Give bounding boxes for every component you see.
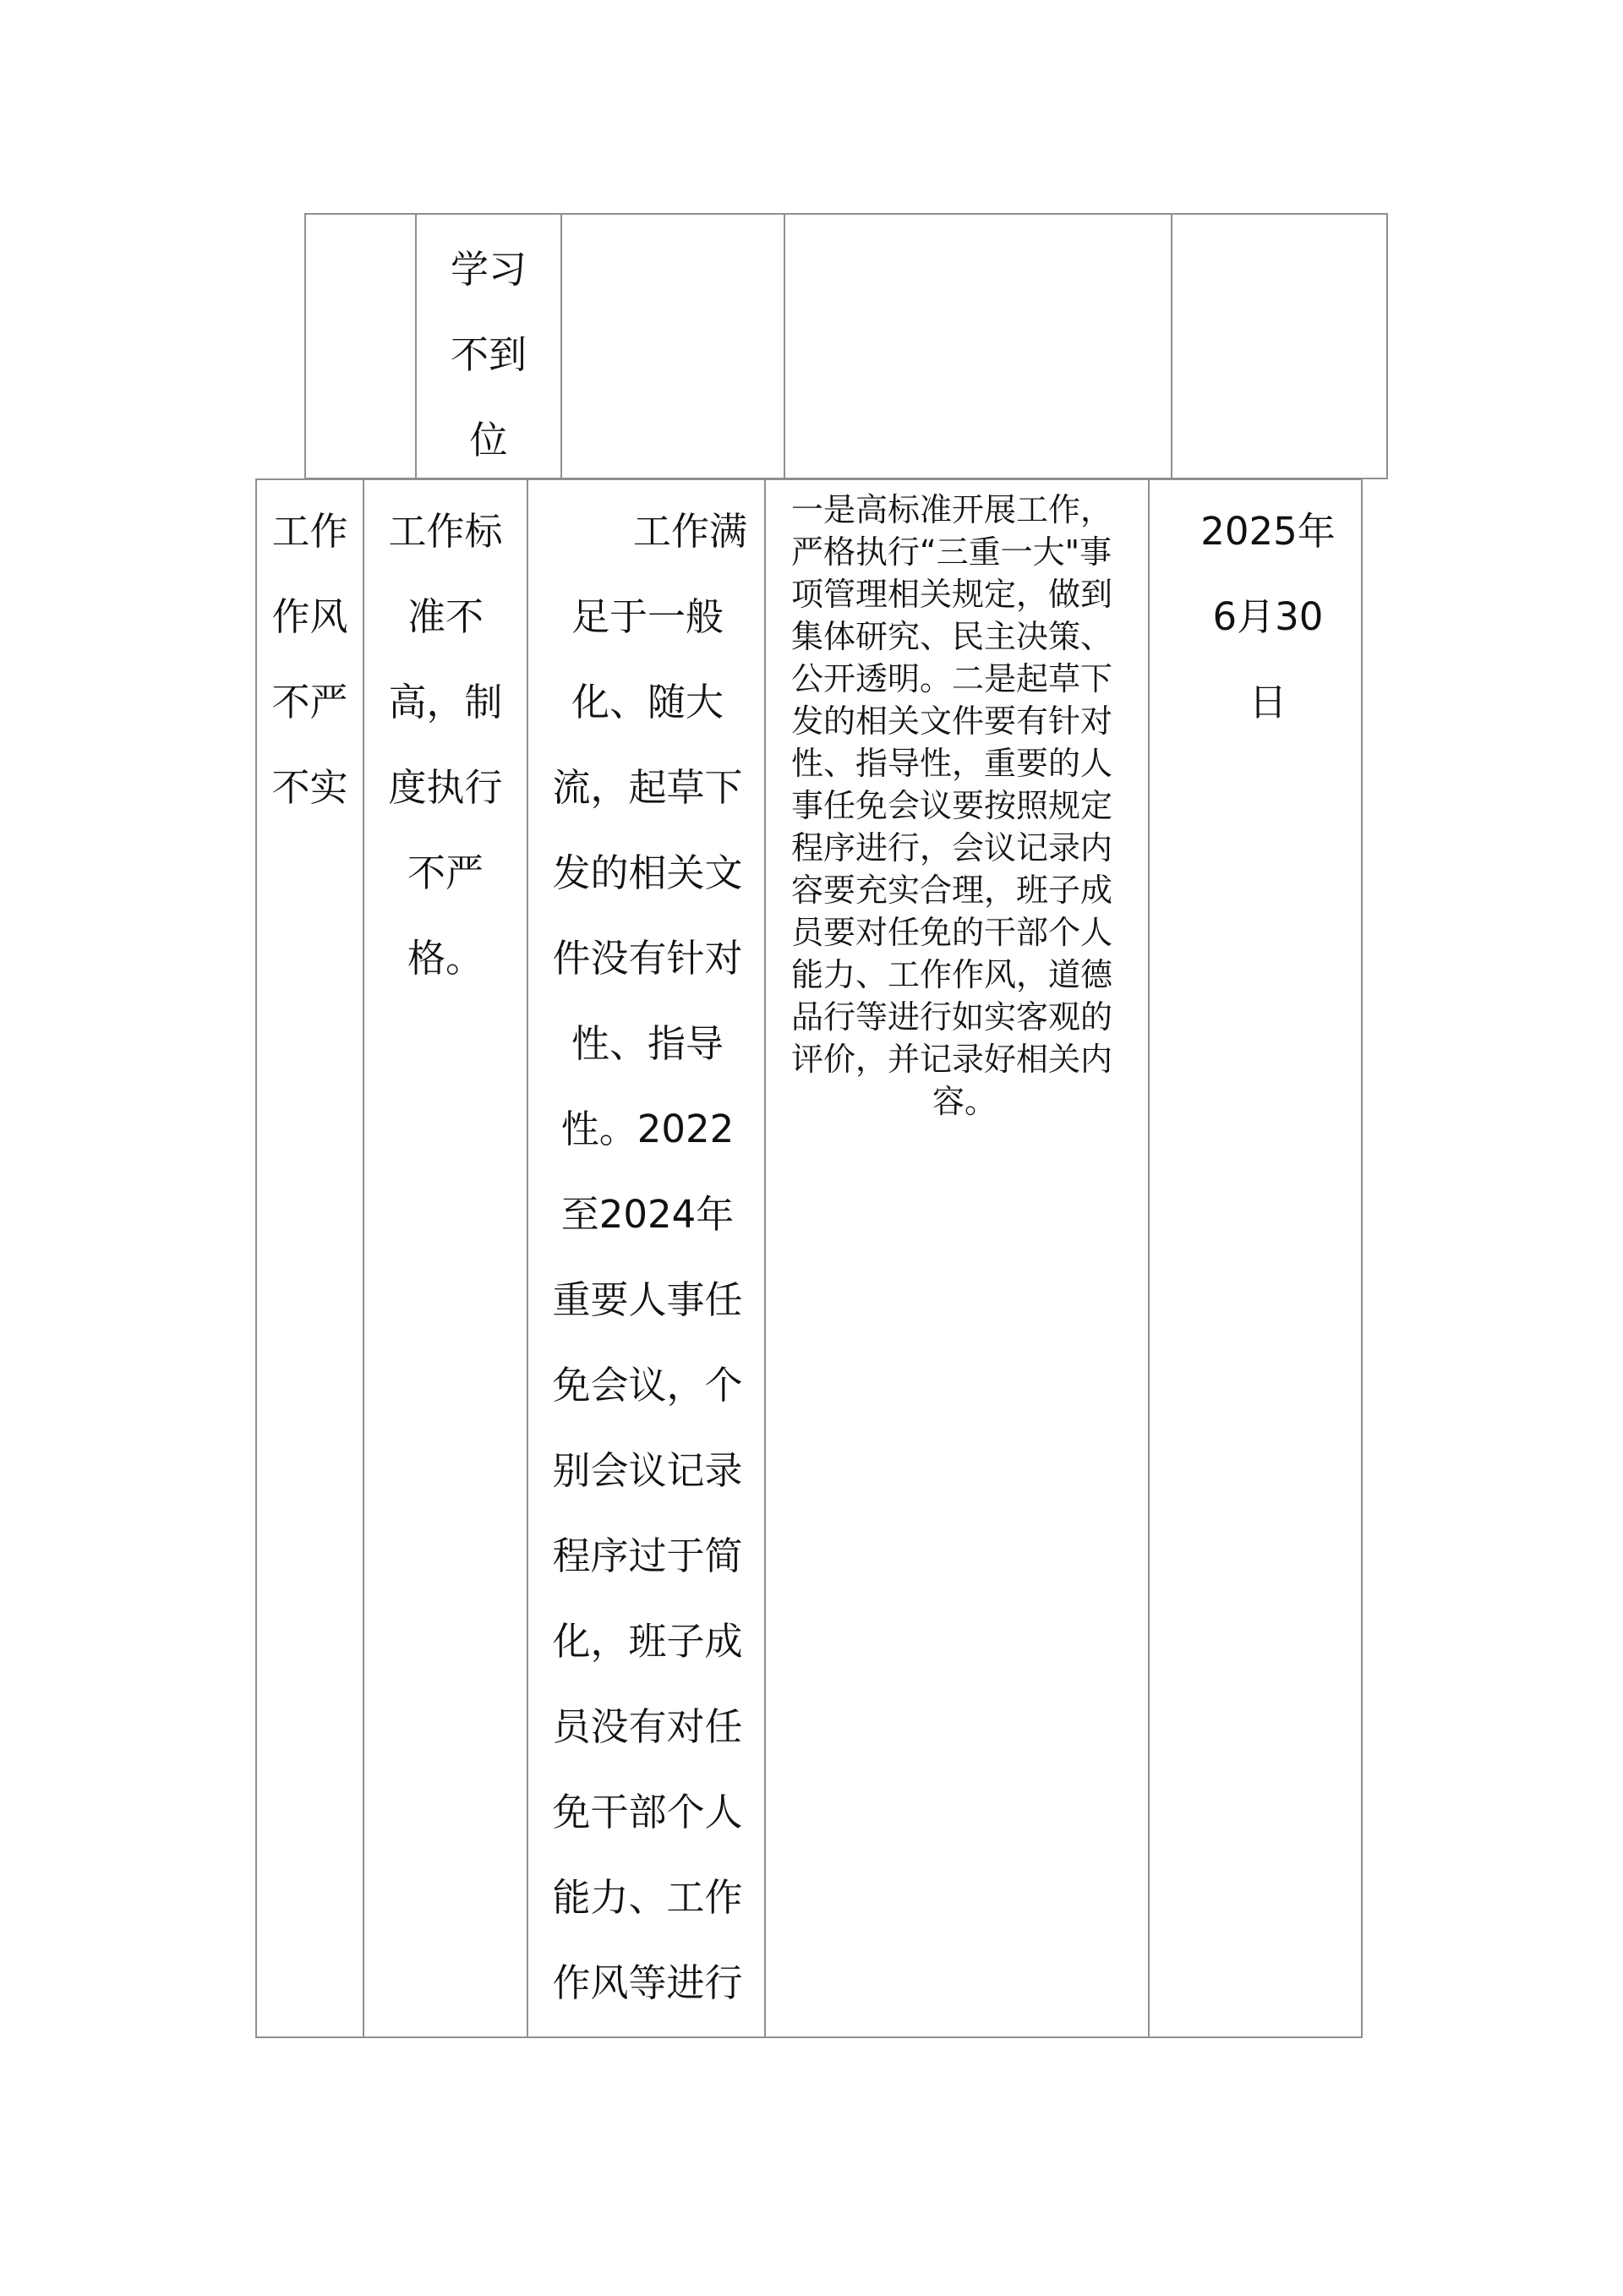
text-line: 容要充实合理，班子成 <box>791 872 1113 909</box>
deadline-cell <box>1151 489 1359 745</box>
top-table-col-line <box>560 213 562 479</box>
text-line: 程序过于简 <box>552 1533 743 1578</box>
top-table-col-line <box>1386 213 1388 479</box>
text-line: 不实 <box>271 765 348 810</box>
top-table-col-line <box>1171 213 1172 479</box>
text-line: 化，班子成 <box>552 1619 743 1664</box>
main-table-col-line <box>764 478 766 2038</box>
text-line: 至2024年 <box>560 1192 735 1237</box>
text-line: 别会议记录 <box>552 1448 743 1493</box>
top-table-top-border <box>304 213 1388 215</box>
text-line: 品行等进行如实客观的 <box>791 998 1113 1036</box>
main-table-col-line <box>1361 478 1363 2038</box>
text-line: 足于一般 <box>571 594 724 639</box>
text-line: 评价，并记录好相关内 <box>791 1041 1113 1078</box>
text-line: 件没有针对 <box>552 936 743 981</box>
text-line: 度执行 <box>388 765 503 810</box>
text-line: 容。 <box>932 1083 997 1120</box>
top-table-col-line <box>304 213 306 479</box>
top-row-cell-text <box>417 227 560 483</box>
text-line: 发的相关文 <box>552 850 743 895</box>
text-line: 格。 <box>407 936 484 981</box>
text-line: 性、指导 <box>571 1021 724 1066</box>
text-line: 公开透明。二是起草下 <box>791 660 1113 697</box>
text-line: 程序进行，会议记录内 <box>791 829 1113 866</box>
text-line: 工作满 <box>632 509 747 554</box>
text-line: 不到 <box>450 332 527 377</box>
text-line: 性、指导性，重要的人 <box>791 745 1113 782</box>
text-line: 重要人事任 <box>552 1277 743 1322</box>
text-line: 准不 <box>407 594 484 639</box>
measures-cell <box>791 489 1138 1123</box>
text-line: 工作 <box>271 509 348 554</box>
text-line: 集体研究、民主决策、 <box>791 618 1113 655</box>
text-line: 免干部个人 <box>552 1790 743 1834</box>
text-line: 员要对任免的干部个人 <box>791 914 1113 951</box>
problem-cell <box>364 489 527 1001</box>
text-line: 化、随大 <box>571 680 724 724</box>
text-line: 学习 <box>450 247 527 292</box>
text-line: 项管理相关规定，做到 <box>791 576 1113 613</box>
text-line: 性。2022 <box>560 1107 735 1151</box>
text-line: 2025年 <box>1200 509 1336 554</box>
text-line: 严格执行“三重一大"事 <box>791 533 1112 571</box>
main-table-top-border <box>255 478 1363 480</box>
text-line: 日 <box>1249 680 1287 724</box>
text-line: 工作标 <box>388 509 503 554</box>
text-line: 流，起草下 <box>552 765 743 810</box>
category-cell <box>257 489 363 830</box>
top-table-col-line <box>784 213 785 479</box>
text-line: 作风等进行 <box>552 1960 743 2005</box>
text-line: 高，制 <box>388 680 503 724</box>
text-line: 能力、工作 <box>552 1875 743 1920</box>
text-line: 事任免会议要按照规定 <box>791 787 1113 824</box>
text-line: 6月30 <box>1212 594 1324 639</box>
text-line: 不严 <box>271 680 348 724</box>
text-line: 不严 <box>407 850 484 895</box>
text-line: 作风 <box>271 594 348 639</box>
text-line: 位 <box>469 418 508 462</box>
main-table-bottom-border <box>255 2036 1363 2038</box>
detail-cell <box>531 489 764 2025</box>
main-table-col-line <box>1148 478 1150 2038</box>
text-line: 员没有对任 <box>552 1704 743 1749</box>
text-line: 免会议，个 <box>552 1363 743 1408</box>
text-line: 发的相关文件要有针对 <box>791 702 1113 740</box>
main-table-col-line <box>527 478 528 2038</box>
text-line: 能力、工作作风，道德 <box>791 956 1113 993</box>
text-line: 一是高标准开展工作， <box>791 491 1113 528</box>
